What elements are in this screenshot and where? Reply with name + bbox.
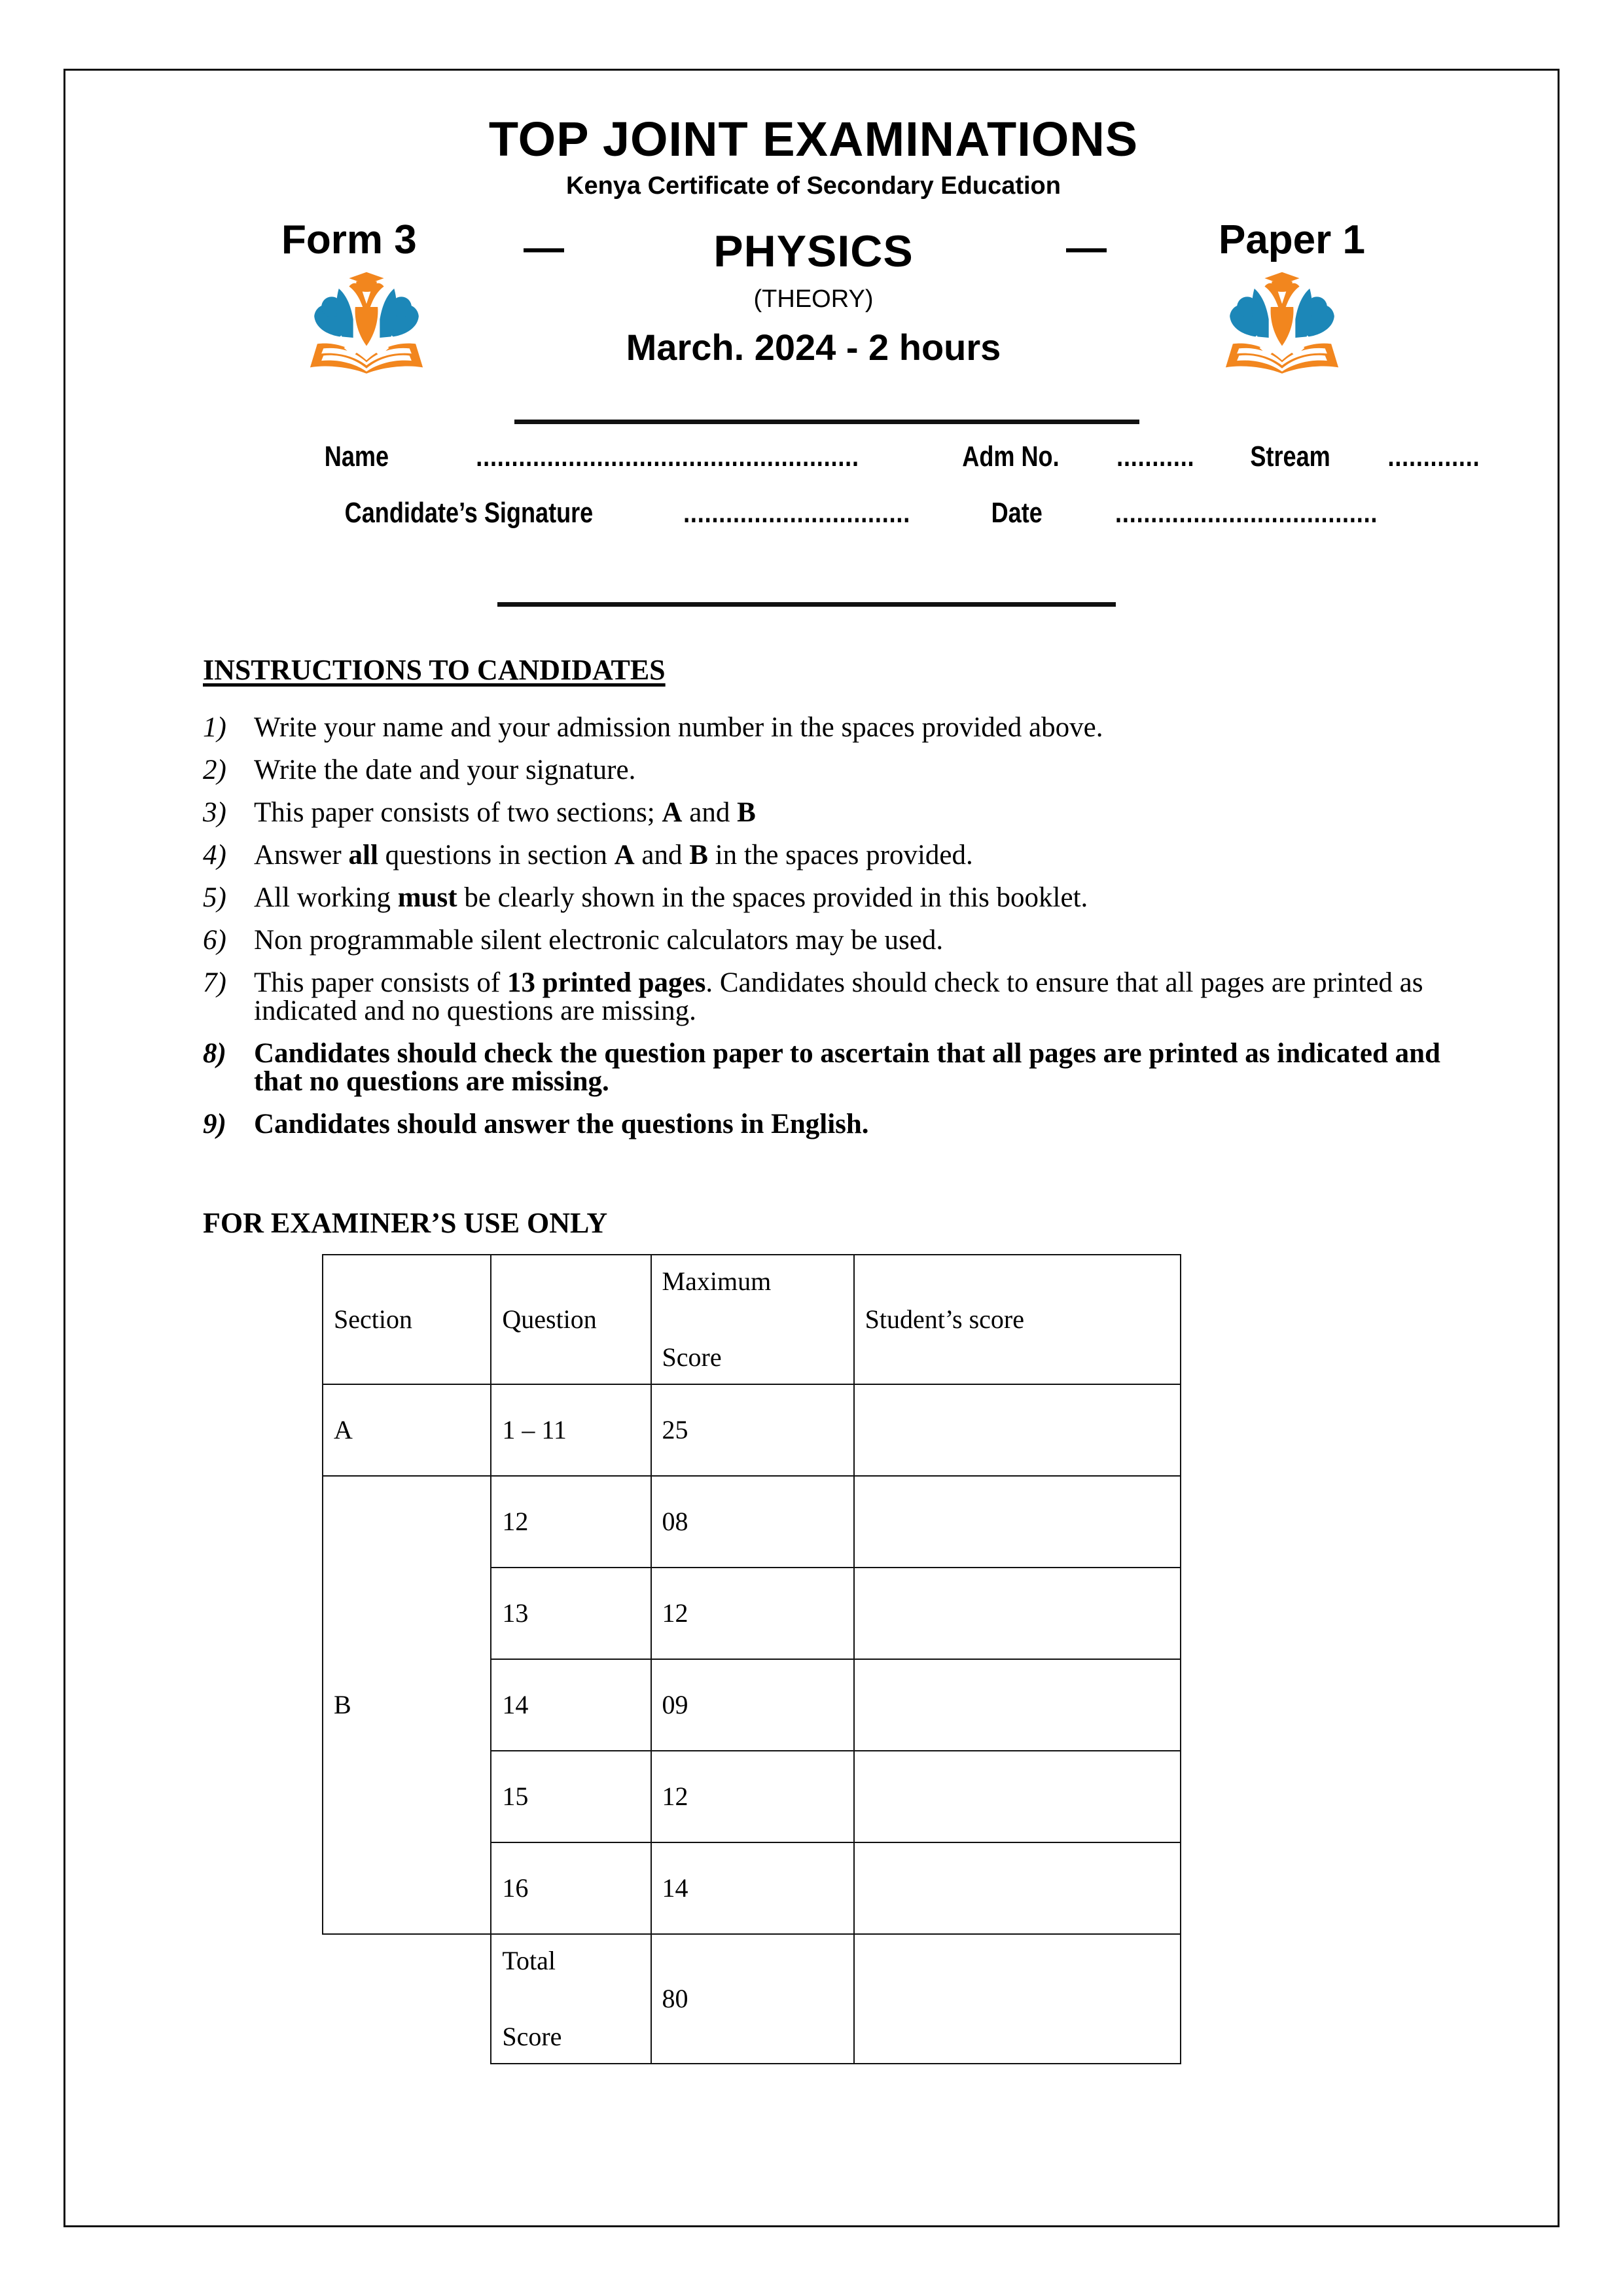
top-joint-examinations-logo-icon [1212, 260, 1352, 378]
instruction-text: Non programmable silent electronic calculators may be used. [254, 925, 944, 956]
stream-input[interactable]: ............. [1387, 440, 1480, 473]
cell-section-a: A [323, 1384, 491, 1476]
name-field-row [65, 440, 1561, 497]
exam-header [65, 71, 1561, 529]
instruction-text: Write the date and your signature. [254, 755, 636, 785]
cell-total-max-score: 80 [651, 1934, 854, 2064]
exam-subtitle-text: Kenya Certificate of Secondary Education [566, 172, 1061, 200]
cell-student-score[interactable] [854, 1384, 1181, 1476]
table-row [323, 1476, 1181, 1568]
date-input[interactable]: ..................................... [1115, 497, 1378, 529]
column-header-question: Question [491, 1255, 651, 1384]
instruction-number: 5) [203, 882, 226, 913]
dash-right-text: — [1066, 225, 1107, 270]
cell-section-b: B [323, 1476, 491, 1934]
instruction-number: 9) [203, 1109, 226, 1139]
instruction-item-4 [203, 841, 1472, 869]
table-row [323, 1384, 1181, 1476]
instruction-item-7 [203, 969, 1472, 1025]
instructions-list [203, 713, 1472, 1153]
cell-student-score[interactable] [854, 1842, 1181, 1934]
cell-question-16: 16 [491, 1842, 651, 1934]
stream-label: Stream [1250, 440, 1330, 473]
instruction-item-8 [203, 1039, 1472, 1096]
signature-label: Candidate’s Signature [344, 497, 594, 529]
instruction-number: 2) [203, 755, 226, 785]
paper-type-text: (THEORY) [753, 285, 874, 313]
signature-input[interactable]: ................................ [683, 497, 911, 529]
date-duration-text: March. 2024 - 2 hours [626, 327, 1001, 368]
cell-max-score-12: 12 [651, 1751, 854, 1842]
date-label: Date [991, 497, 1043, 529]
form-label-text: Form 3 [281, 217, 417, 262]
cell-max-score-25: 25 [651, 1384, 854, 1476]
total-label-line2: Score [502, 2022, 562, 2051]
exam-meta-band [65, 205, 1561, 401]
instruction-number: 4) [203, 840, 226, 870]
cell-student-score[interactable] [854, 1659, 1181, 1751]
instruction-text: This paper consists of two sections; A and B [254, 797, 756, 828]
paper-number-text: Paper 1 [1218, 217, 1365, 262]
name-label: Name [324, 440, 389, 473]
cell-max-score-12: 12 [651, 1568, 854, 1659]
maximum-score-line1: Maximum [662, 1266, 772, 1296]
instruction-item-3 [203, 798, 1472, 827]
cell-total-score-label [491, 1934, 651, 2064]
adm-no-input[interactable]: ........... [1116, 440, 1195, 473]
instructions-heading: INSTRUCTIONS TO CANDIDATES [203, 654, 666, 686]
instruction-item-9 [203, 1110, 1472, 1138]
cell-question-1-11: 1 – 11 [491, 1384, 651, 1476]
instruction-number: 1) [203, 712, 226, 743]
page-border [63, 69, 1560, 2227]
cell-student-score[interactable] [854, 1751, 1181, 1842]
dash-left-text: — [524, 225, 564, 270]
paper-number-label [1219, 217, 1365, 264]
instruction-item-1 [203, 713, 1472, 742]
cell-student-score[interactable] [854, 1476, 1181, 1568]
signature-field-row [65, 497, 1561, 553]
cell-question-15: 15 [491, 1751, 651, 1842]
cell-total-student-score[interactable] [854, 1934, 1181, 2064]
name-input[interactable]: ...................................................... [476, 440, 860, 473]
instruction-text: Candidates should check the question paper to ascertain that all pages are printed as indicated and that no questions are missing. [254, 1038, 1440, 1097]
instruction-item-6 [203, 926, 1472, 954]
exam-subtitle [65, 173, 1561, 198]
cell-question-13: 13 [491, 1568, 651, 1659]
page-title [65, 112, 1561, 166]
instruction-number: 8) [203, 1038, 226, 1069]
cell-student-score[interactable] [854, 1568, 1181, 1659]
instruction-text: All working must be clearly shown in the spaces provided in this booklet. [254, 882, 1088, 913]
total-label-line1: Total [502, 1946, 556, 1975]
subject-title-text: PHYSICS [713, 226, 914, 276]
cell-question-14: 14 [491, 1659, 651, 1751]
table-total-row [323, 1934, 1181, 2064]
header-divider-bottom [497, 602, 1116, 607]
instruction-number: 6) [203, 925, 226, 956]
exam-title-text: TOP JOINT EXAMINATIONS [488, 112, 1139, 166]
instruction-text: Candidates should answer the questions in English. [254, 1109, 869, 1139]
instruction-text: Answer all questions in section A and B in the spaces provided. [254, 840, 973, 870]
dash-right [1066, 224, 1107, 272]
examiner-use-heading: FOR EXAMINER’S USE ONLY [203, 1207, 608, 1239]
adm-no-label: Adm No. [962, 440, 1060, 473]
instruction-text: Write your name and your admission number in the spaces provided above. [254, 712, 1103, 743]
instruction-item-2 [203, 756, 1472, 784]
instruction-number: 3) [203, 797, 226, 828]
header-divider-top [514, 420, 1139, 424]
column-header-section: Section [323, 1255, 491, 1384]
instruction-text: This paper consists of 13 printed pages. Candidates should check to ensure that all pages are printed as indicated and no questions are missing. [254, 967, 1423, 1026]
cell-max-score-09: 09 [651, 1659, 854, 1751]
column-header-maximum-score [651, 1255, 854, 1384]
instruction-item-5 [203, 884, 1472, 912]
cell-question-12: 12 [491, 1476, 651, 1568]
cell-max-score-14: 14 [651, 1842, 854, 1934]
candidate-details [65, 440, 1561, 553]
maximum-score-line2: Score [662, 1342, 722, 1372]
cell-max-score-08: 08 [651, 1476, 854, 1568]
column-header-student-score: Student’s score [854, 1255, 1181, 1384]
table-header-row [323, 1255, 1181, 1384]
examiner-score-table [322, 1254, 1181, 2064]
cell-empty-section [323, 1934, 491, 2064]
instruction-number: 7) [203, 967, 226, 998]
